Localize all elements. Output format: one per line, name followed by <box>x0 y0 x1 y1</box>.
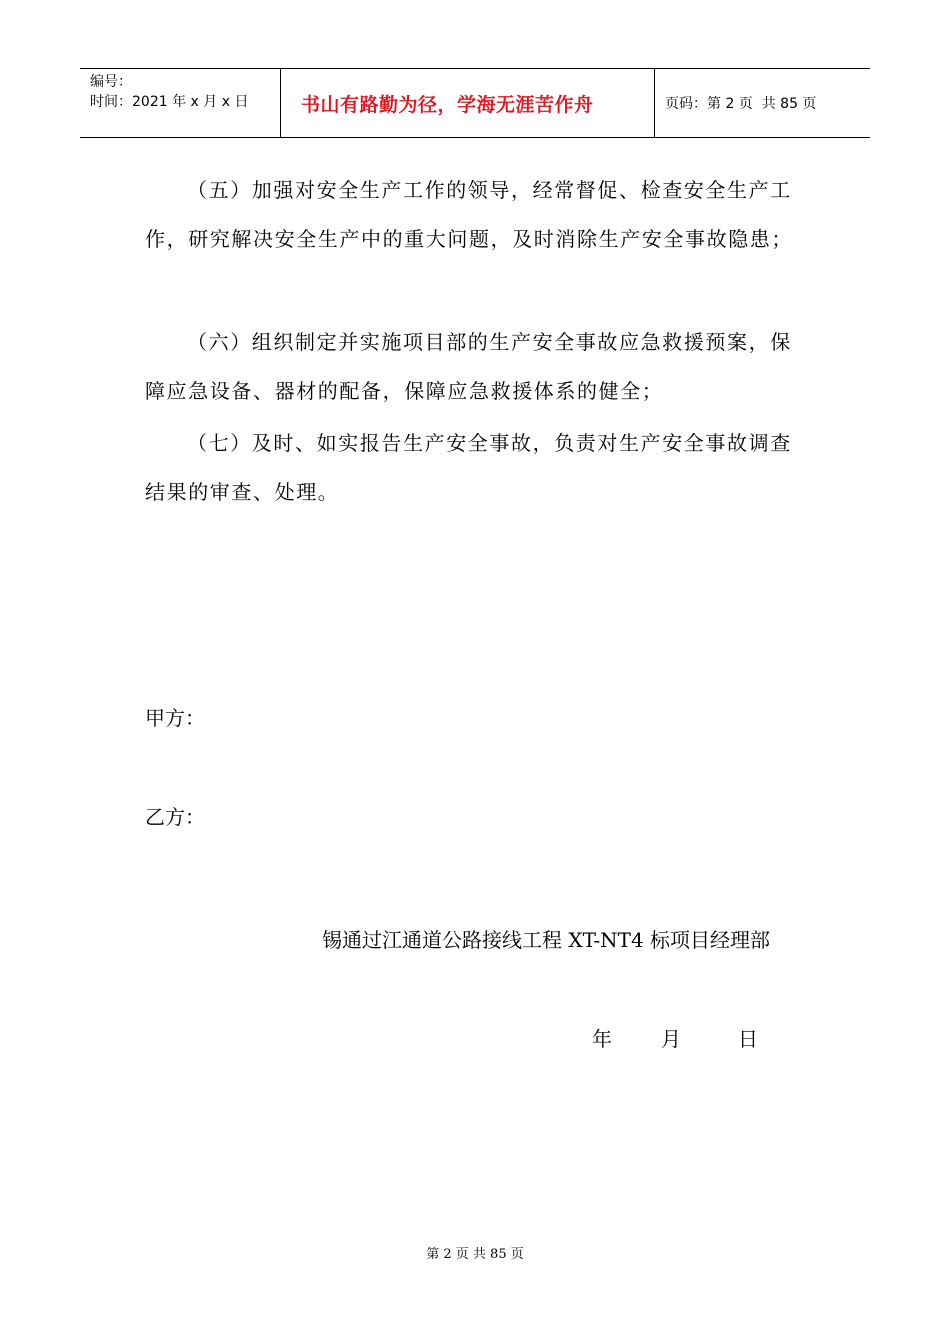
header-motto-cell <box>281 69 655 137</box>
header-page-info: 页码：第 2 页 共 85 页 <box>665 96 817 112</box>
party-b-label: 乙方： <box>145 805 205 829</box>
paragraph-six: （六）组织制定并实施项目部的生产安全事故应急救援预案，保障应急设备、器材的配备，保障应急救援体系的健全； <box>145 330 792 403</box>
paragraph-five: （五）加强对安全生产工作的领导，经常督促、检查安全生产工作，研究解决安全生产中的重大问题，及时消除生产安全事故隐患； <box>145 178 793 251</box>
date-month-label: 月 <box>661 1027 681 1051</box>
date-year-label: 年 <box>592 1027 612 1051</box>
document-time-label: 时间：2021 年 x 月 x 日 <box>90 94 249 110</box>
organization-name: 锡通过江通道公路接线工程 XT-NT4 标项目经理部 <box>322 928 771 952</box>
header-page-cell <box>655 69 870 137</box>
paragraph-seven: （七）及时、如实报告生产安全事故，负责对生产安全事故调查结果的审查、处理。 <box>145 431 792 504</box>
header-meta-cell <box>80 69 281 137</box>
page-footer <box>0 1245 950 1265</box>
document-number-label: 编号： <box>90 74 132 90</box>
party-a-label: 甲方： <box>145 706 205 730</box>
footer-page-number: 第 2 页 共 85 页 <box>426 1247 524 1262</box>
date-day-label: 日 <box>738 1027 758 1051</box>
header-motto: 书山有路勤为径，学海无涯苦作舟 <box>301 93 594 116</box>
document-header <box>80 68 870 138</box>
